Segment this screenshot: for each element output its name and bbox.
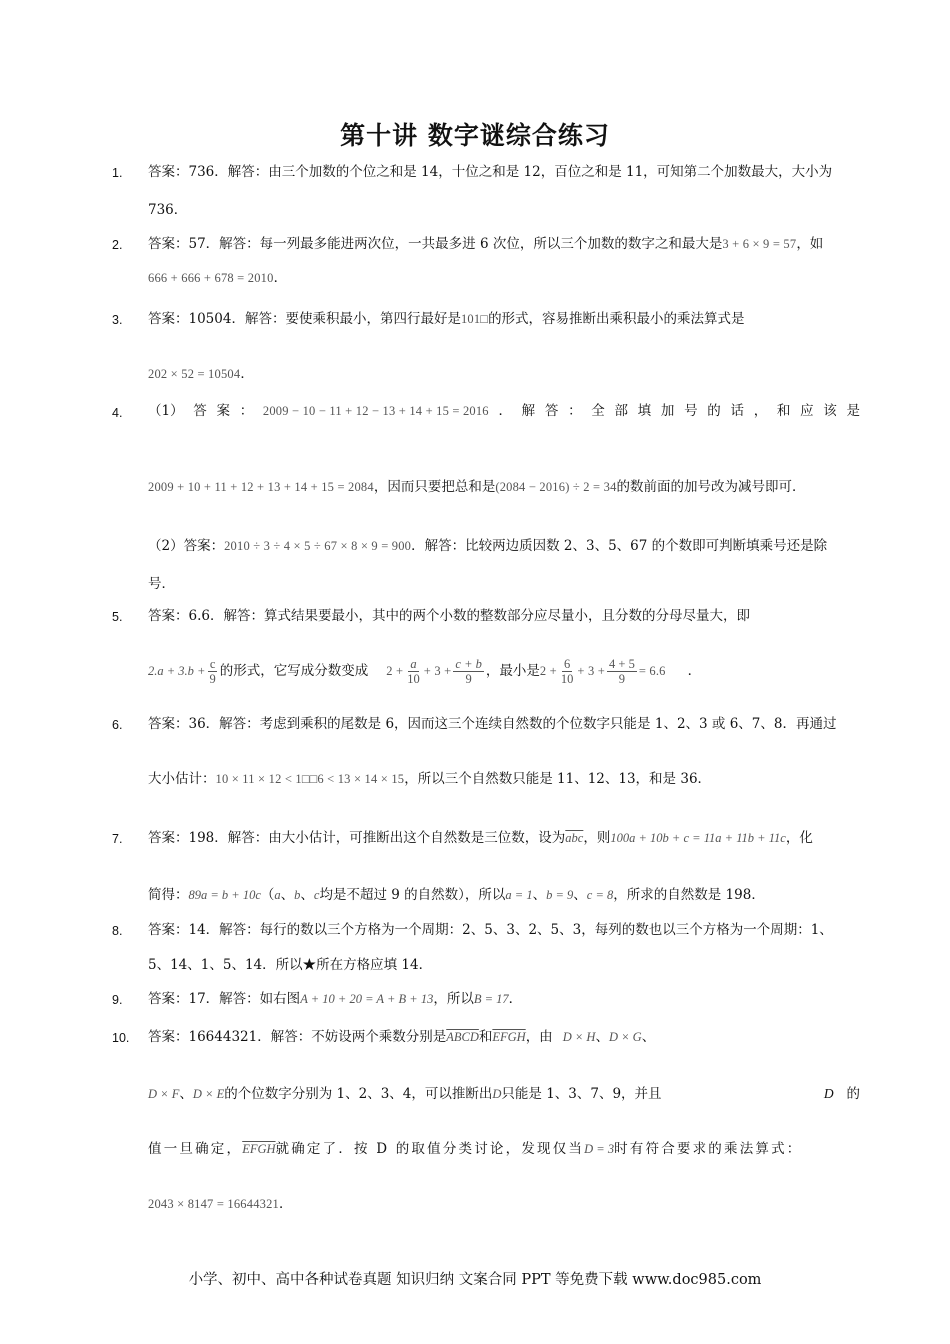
- answer-10-line-3: [148, 1139, 860, 1159]
- expr-d: D: [492, 1087, 502, 1101]
- text: （: [260, 887, 275, 903]
- expr-simplified: 89a = b + 10c: [188, 888, 261, 902]
- char: 部: [614, 403, 628, 419]
- answer-4-line-3: [148, 536, 860, 556]
- text: ．: [508, 991, 523, 1007]
- answer-3-line-1: [148, 309, 860, 329]
- answer-10-line-1: [148, 1027, 860, 1047]
- answer-5-line-2: [148, 654, 860, 688]
- answer-3-line-2: [148, 364, 860, 384]
- expr-dg: D × G: [608, 1030, 642, 1044]
- answer-4-part2-label: （2）答案：: [148, 538, 225, 554]
- char: 全: [591, 403, 605, 419]
- answer-10-line-4: [148, 1194, 860, 1214]
- text: 、: [641, 1029, 656, 1045]
- answer-4-line-2: [148, 477, 860, 497]
- answer-2-end: ．: [273, 270, 288, 286]
- answer-7-text-c: ，化: [785, 830, 813, 846]
- fraction-c-over-9: [208, 657, 218, 686]
- char: 该: [823, 403, 837, 419]
- answer-3-text: 答案：10504．解答：要使乘积最小，第四行最好是: [148, 311, 461, 327]
- expr-d-b: D: [823, 1086, 834, 1101]
- item-number-3: 3.: [112, 313, 123, 327]
- text: ，由: [525, 1029, 553, 1045]
- answer-2-text: 答案：57．解答：每一列最多能进两次位，一共最多进 6 次位，所以三个加数的数字之和最大是: [148, 236, 723, 252]
- fraction-45-over-9: [607, 657, 637, 686]
- char: 的: [707, 403, 721, 419]
- answer-10-text: 答案：16644321．解答：不妨设两个乘数分别是: [148, 1029, 447, 1045]
- answer-5-line-1: 答案：6.6．解答：算式结果要最小，其中的两个小数的整数部分应尽量小，且分数的分母尽量大，即: [148, 608, 750, 624]
- char: 填: [637, 403, 652, 419]
- denominator: 10: [407, 672, 420, 686]
- text: 均是不超过 9 的自然数），所以: [319, 887, 506, 903]
- expr-abc: $\overline{abc}$: [565, 831, 584, 845]
- answer-3-end: ．: [240, 366, 254, 382]
- answer-7-text: 答案：198．解答：由大小估计，可推断出这个自然数是三位数，设为: [148, 830, 566, 846]
- var-c: c: [313, 888, 320, 902]
- text: ．: [279, 1196, 293, 1212]
- expr-half-difference: (2084 − 2016) ÷ 2 = 34: [495, 480, 617, 494]
- expr-b-value: B = 17: [473, 992, 509, 1006]
- answer-7-line-2: [148, 885, 860, 905]
- char: （1）: [148, 403, 184, 419]
- expr-example-sum: 666 + 666 + 678 = 2010: [148, 271, 274, 285]
- item-number-10: 10.: [112, 1031, 130, 1045]
- item-number-5: 5.: [112, 610, 123, 624]
- answer-7-line-1: [148, 828, 860, 848]
- char: 加: [660, 403, 675, 419]
- answer-9-line-1: [148, 989, 860, 1009]
- answer-9-text: 答案：17．解答：如右图: [148, 991, 301, 1007]
- char: 和: [776, 403, 791, 419]
- numerator: 4 + 5: [609, 657, 635, 671]
- expr-efgh: EFGH: [492, 1030, 526, 1044]
- expr-de: D × E: [192, 1087, 225, 1101]
- expr-part: + 3 +: [577, 664, 606, 678]
- expr-all-plus: 2009 + 10 + 11 + 12 + 13 + 14 + 15 = 2084: [148, 480, 374, 494]
- expr-part: 2 +: [539, 664, 557, 678]
- expr-max-digit-sum: 3 + 6 × 9 = 57: [722, 237, 797, 251]
- footer-text: 小学、初中、高中各种试卷真题 知识归纳 文案合同 PPT 等免费下载 www.doc985.com: [188, 1272, 762, 1288]
- answer-5-text-c: ，最小是: [485, 663, 540, 679]
- numerator: c + b: [455, 657, 482, 671]
- var-a: a: [274, 888, 281, 902]
- expr-sum-equal: A + 10 + 20 = A + B + 13: [300, 992, 434, 1006]
- answer-4-line-1: [148, 401, 860, 421]
- text: 时有符合要求的乘法算式：: [614, 1141, 803, 1157]
- fraction-6-over-10: [559, 657, 576, 686]
- text: 、: [532, 887, 547, 903]
- answer-4-line-4: 号．: [148, 576, 175, 592]
- answer-2-text-b: ，如: [796, 236, 824, 252]
- item-number-1: 1.: [112, 166, 123, 180]
- numerator: a: [410, 657, 417, 671]
- answer-2-line-1: [148, 234, 860, 254]
- answer-4-text-c: 的数前面的加号改为减号即可．: [616, 479, 806, 495]
- expr-abcd: ABCD: [446, 1030, 479, 1044]
- denominator: 9: [209, 672, 216, 686]
- expr-a-eq: a = 1: [505, 888, 533, 902]
- text: 的: [846, 1086, 860, 1102]
- expr-min-product: 202 × 52 = 10504: [148, 367, 241, 381]
- fraction-a-over-10: [405, 657, 422, 686]
- answer-2-line-2: [148, 268, 860, 288]
- expr-part1-answer: 2009 − 10 − 11 + 12 − 13 + 14 + 15 = 2016: [262, 404, 489, 418]
- denominator: 9: [465, 672, 472, 686]
- answer-7-text-b: ，则: [583, 830, 611, 846]
- char: 答: [193, 403, 207, 419]
- item-number-2: 2.: [112, 238, 123, 252]
- answer-6-text-c: ，所以三个自然数只能是 11、12、13，和是 36．: [404, 771, 712, 787]
- answer-4-text-b: ，因而只要把总和是: [373, 479, 496, 495]
- numerator: c: [209, 657, 216, 671]
- expr-c-eq: c = 8: [586, 888, 614, 902]
- item-number-7: 7.: [112, 832, 123, 846]
- answer-6-line-1: 答案：36．解答：考虑到乘积的尾数是 6，因而这三个连续自然数的个位数字只能是 1、2、3 或 6、7、8．再通过: [148, 716, 837, 732]
- line-end-group: [824, 1084, 860, 1104]
- text: 的个位数字分别为 1、2、3、4，可以推断出: [224, 1086, 493, 1102]
- text: 、: [595, 1029, 609, 1045]
- text: ，所以: [433, 991, 474, 1007]
- expr-efgh-b: EFGH: [242, 1142, 276, 1156]
- expr-b-eq: b = 9: [546, 888, 574, 902]
- expr-part: = 6.6: [638, 664, 666, 678]
- answer-7-text-d: 简得：: [148, 887, 189, 903]
- answer-3-text-b: 的形式，容易推断出乘积最小的乘法算式是: [488, 311, 745, 327]
- answer-1-line-1: 答案：736．解答：由三个加数的个位之和是 14，十位之和是 12，百位之和是 11，可知第二个加数最大，大小为: [148, 164, 833, 180]
- text: 、: [300, 887, 314, 903]
- var-b: b: [294, 888, 301, 902]
- item-number-4: 4.: [112, 406, 123, 420]
- fraction-cb-over-9: [453, 657, 483, 686]
- text: ，所求的自然数是 198．: [613, 887, 765, 903]
- denominator: 10: [560, 672, 574, 686]
- answer-8-line-2: 5、14、1、5、14．所以★所在方格应填 14．: [148, 957, 433, 973]
- text: 就确定了．按 D 的取值分类讨论，发现仅当: [275, 1141, 585, 1157]
- char: 答: [544, 403, 559, 419]
- expr-part2-answer: 2010 ÷ 3 ÷ 4 × 5 ÷ 67 × 8 × 9 = 900: [224, 539, 412, 553]
- char: 应: [800, 403, 814, 419]
- denominator: 9: [618, 672, 626, 686]
- char: ，: [753, 403, 768, 419]
- expr-expand: 100a + 10b + c = 11a + 11b + 11c: [610, 831, 786, 845]
- answer-1-line-2: 736．: [148, 202, 188, 218]
- expr-part: 2 +: [386, 664, 404, 678]
- text: 值一旦确定，: [148, 1141, 243, 1157]
- answer-5-end: ．: [687, 663, 702, 679]
- expr-fourth-row: 101□: [460, 312, 489, 326]
- answer-4-text-d: ．解答：比较两边质因数 2、3、5、67 的个数即可判断填乘号还是除: [411, 538, 828, 554]
- char: ：: [568, 403, 582, 419]
- item-number-6: 6.: [112, 718, 123, 732]
- item-number-8: 8.: [112, 924, 123, 938]
- char: 是: [846, 403, 860, 419]
- text: 和: [478, 1029, 493, 1045]
- answer-6-text-b: 大小估计：: [148, 771, 216, 787]
- expr-dh: D × H: [562, 1030, 596, 1044]
- page-title: 第十讲 数字谜综合练习: [340, 121, 610, 150]
- text: 、: [179, 1086, 193, 1102]
- answer-6-line-2: [148, 769, 860, 789]
- expr-form-a: 2.a + 3.b +: [148, 664, 206, 678]
- item-number-9: 9.: [112, 993, 123, 1007]
- answer-5-text-b: 的形式，它写成分数变成: [219, 663, 369, 679]
- expr-estimate: 10 × 11 × 12 < 1□□6 < 13 × 14 × 15: [215, 772, 405, 786]
- text: 、: [573, 887, 587, 903]
- expr-d-eq-3: D = 3: [584, 1142, 615, 1156]
- char: ．: [498, 403, 512, 419]
- expr-part: + 3 +: [423, 664, 452, 678]
- text: 只能是 1、3、7、9，并且: [501, 1086, 662, 1102]
- text: 、: [280, 887, 295, 903]
- expr-df: D × F: [148, 1087, 180, 1101]
- numerator: 6: [564, 657, 571, 671]
- char: 话: [730, 403, 744, 419]
- answer-10-line-2: [148, 1084, 860, 1104]
- char: ：: [239, 403, 254, 419]
- expr-final-product: 2043 × 8147 = 16644321: [148, 1197, 279, 1211]
- answer-8-line-1: 答案：14．解答：每行的数以三个方格为一个周期：2、5、3、2、5、3，每列的数也以三个方格为一个周期：1、: [148, 922, 833, 938]
- char: 解: [521, 403, 536, 419]
- char: 号: [684, 403, 698, 419]
- char: 案: [216, 403, 230, 419]
